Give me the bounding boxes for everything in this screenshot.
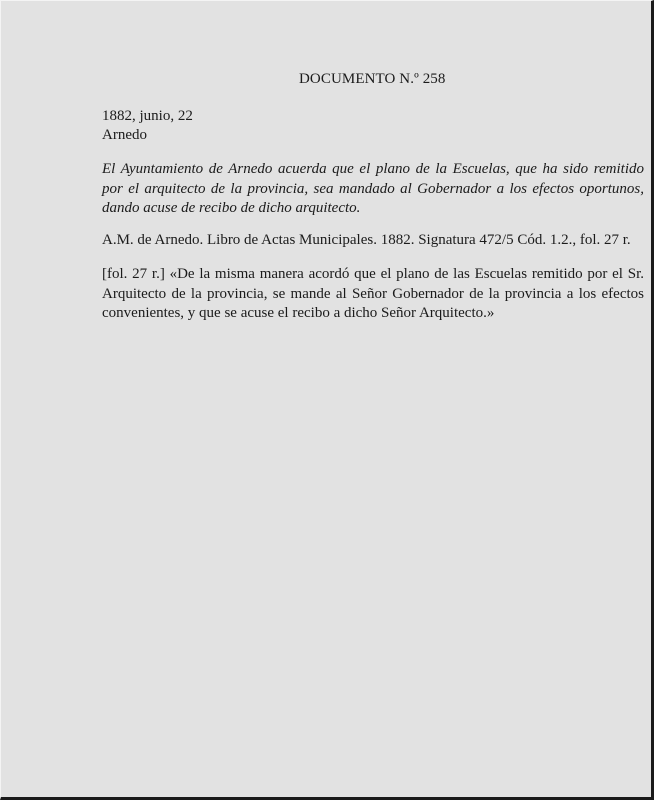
document-summary <box>102 160 644 219</box>
summary-line: El Ayuntamiento de Arnedo acuerda que el plano de la Escuelas, que ha sido remitido <box>102 161 644 177</box>
document-transcription <box>102 265 644 324</box>
document-title: DOCUMENTO N.º 258 <box>299 71 446 87</box>
transcription-line: [fol. 27 r.] «De la misma manera acordó que el plano de las Escuelas remitido por el Sr. <box>102 266 644 282</box>
transcription-line: Arquitecto de la provincia, se mande al Señor Gobernador de la provincia a los efectos <box>102 285 644 302</box>
transcription-line: convenientes, y que se acuse el recibo a dicho Señor Arquitecto.» <box>102 305 495 321</box>
summary-line: por el arquitecto de la provincia, sea mandado al Gobernador a los efectos oportunos, <box>102 180 644 197</box>
archival-source: A.M. de Arnedo. Libro de Actas Municipales. 1882. Signatura 472/5 Cód. 1.2., fol. 27 r. <box>102 232 631 248</box>
document-date: 1882, junio, 22 <box>102 108 193 124</box>
date-place-block <box>102 107 193 145</box>
document-place: Arnedo <box>102 127 147 143</box>
summary-line: dando acuse de recibo de dicho arquitecto. <box>102 200 361 216</box>
